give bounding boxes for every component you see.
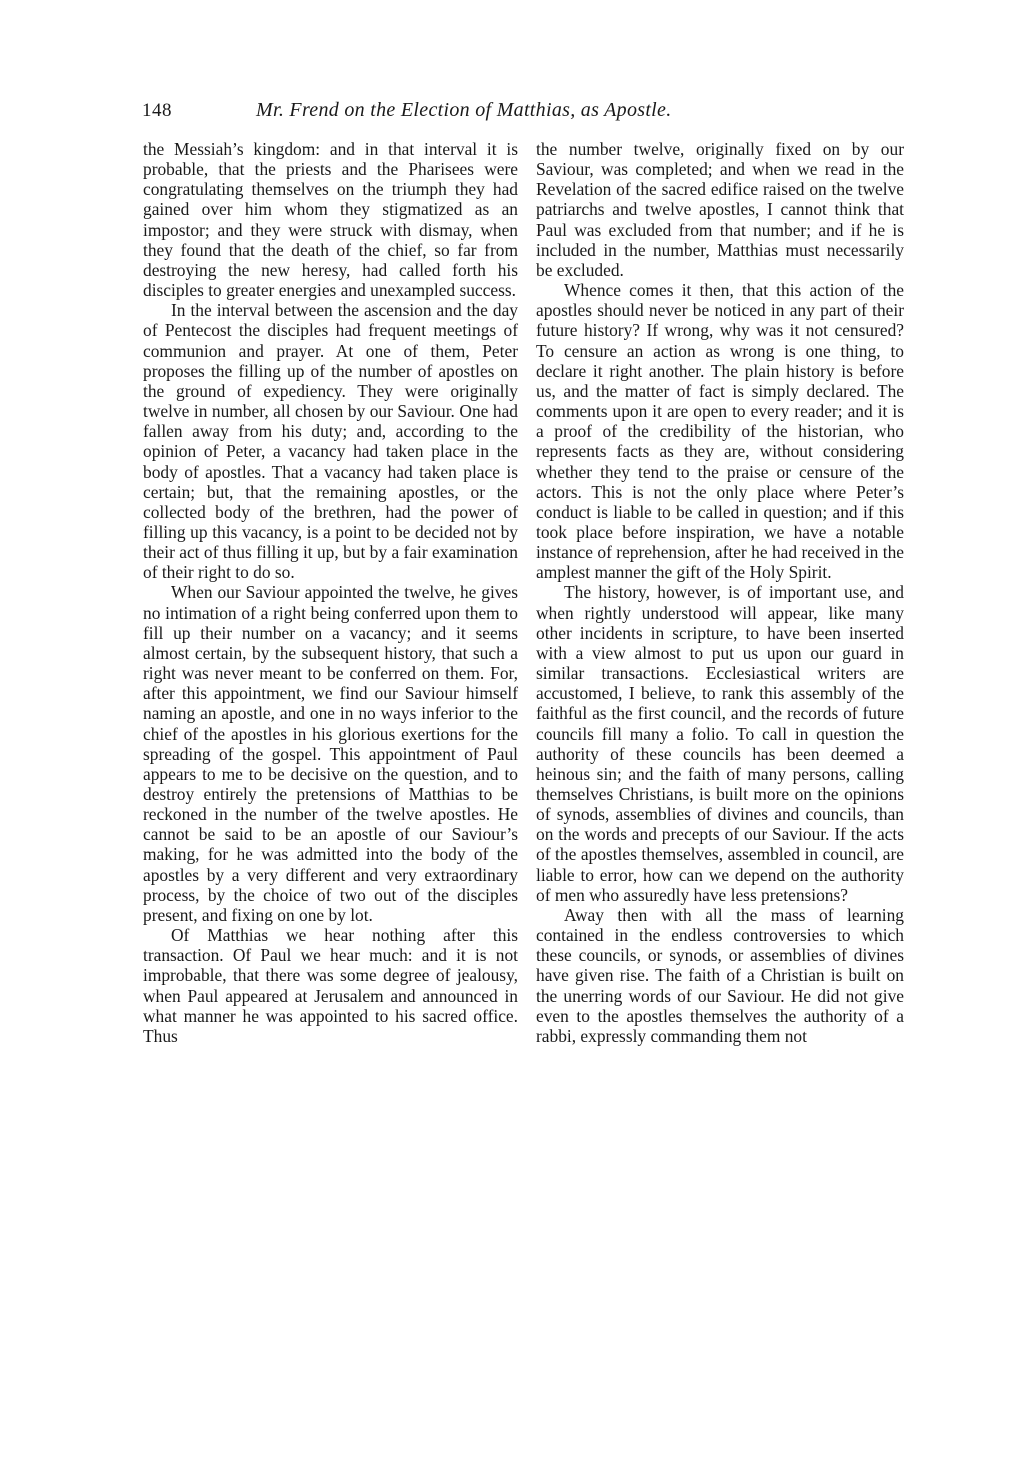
left-column bbox=[143, 139, 518, 1046]
right-column bbox=[536, 139, 904, 1046]
paragraph: The history, however, is of important use, and when rightly understood will appear, like many other incidents in scripture, to have been inserted with a view almost to put us upon our guard in similar transactions. Ecclesiastical writers are accustomed, I believe, to rank this assembly of the faithful as the first council, and the records of future councils fill many a folio. To call in question the authority of these councils has been deemed a heinous sin; and the faith of many persons, calling themselves Christians, is built more on the opinions of synods, assemblies of divines and councils, than on the words and precepts of our Saviour. If the acts of the apostles themselves, assembled in council, are liable to error, how can we depend on the authority of men who assuredly have less pretensions? bbox=[536, 582, 904, 905]
paragraph: Whence comes it then, that this action of the apostles should never be noticed in any part of their future history? If wrong, why was it not censured? To censure an action as wrong is one thing, to declare it right another. The plain history is before us, and the matter of fact is simply declared. The comments upon it are open to every reader; and it is a proof of the credibility of the historian, who represents facts as they are, without considering whether they tend to the praise or censure of the actors. This is not the only place where Peter’s conduct is liable to be called in question; and if this took place before inspiration, we have a notable instance of reprehension, after he had received in the amplest manner the gift of the Holy Spirit. bbox=[536, 280, 904, 583]
paragraph: Of Matthias we hear nothing after this transaction. Of Paul we hear much: and it is not improbable, that there was some degree of jealousy, when Paul appeared at Jerusalem and announced in what manner he was appointed to his sacred office. Thus bbox=[143, 925, 518, 1046]
page-number: 148 bbox=[142, 100, 172, 121]
paragraph: the number twelve, originally fixed on by our Saviour, was completed; and when we read in the Revelation of the sacred edifice raised on the twelve patriarchs and twelve apostles, I cannot think that Paul was excluded from that number; and if he is included in the number, Matthias must necessarily be excluded. bbox=[536, 139, 904, 280]
paragraph: In the interval between the ascension and the day of Pentecost the disciples had frequent meetings of communion and prayer. At one of them, Peter proposes the filling up of the number of apostles on the ground of expediency. They were originally twelve in number, all chosen by our Saviour. One had fallen away from his duty; and, according to the opinion of Peter, a vacancy had taken place in the body of apostles. That a vacancy had taken place is certain; but, that the remaining apostles, or the collected body of the brethren, had the power of filling up this vacancy, is a point to be decided not by their act of thus filling it up, but by a fair examination of their right to do so. bbox=[143, 300, 518, 583]
running-title: Mr. Frend on the Election of Matthias, as Apostle. bbox=[256, 99, 672, 121]
paragraph: When our Saviour appointed the twelve, he gives no intimation of a right being conferred upon them to fill up their number on a vacancy; and it seems almost certain, by the subsequent history, that such a right was never meant to be conferred on them. For, after this appointment, we find our Saviour himself naming an apostle, and one in no ways inferior to the chief of the apostles in his glorious exertions for the spreading of the gospel. This appointment of Paul appears to me to be decisive on the question, and to destroy entirely the pretensions of Matthias to be reckoned in the number of the twelve apostles. He cannot be said to be an apostle of our Saviour’s making, for he was admitted into the body of the apostles by a very different and very extraordinary process, by the choice of two out of the disciples present, and fixing on one by lot. bbox=[143, 582, 518, 925]
paragraph: the Messiah’s kingdom: and in that interval it is probable, that the priests and the Pharisees were congratulating themselves on the triumph they had gained over him whom they stigmatized as an impostor; and they were struck with dismay, when they found that the death of the chief, so far from destroying the new heresy, had called forth his disciples to greater energies and unexampled success. bbox=[143, 139, 518, 301]
paragraph: Away then with all the mass of learning contained in the endless controversies to which these councils, or synods, or assemblies of divines have given rise. The faith of a Christian is built on the unerring words of our Saviour. He did not give even to the apostles themselves the authority of a rabbi, expressly commanding them not bbox=[536, 904, 904, 1046]
